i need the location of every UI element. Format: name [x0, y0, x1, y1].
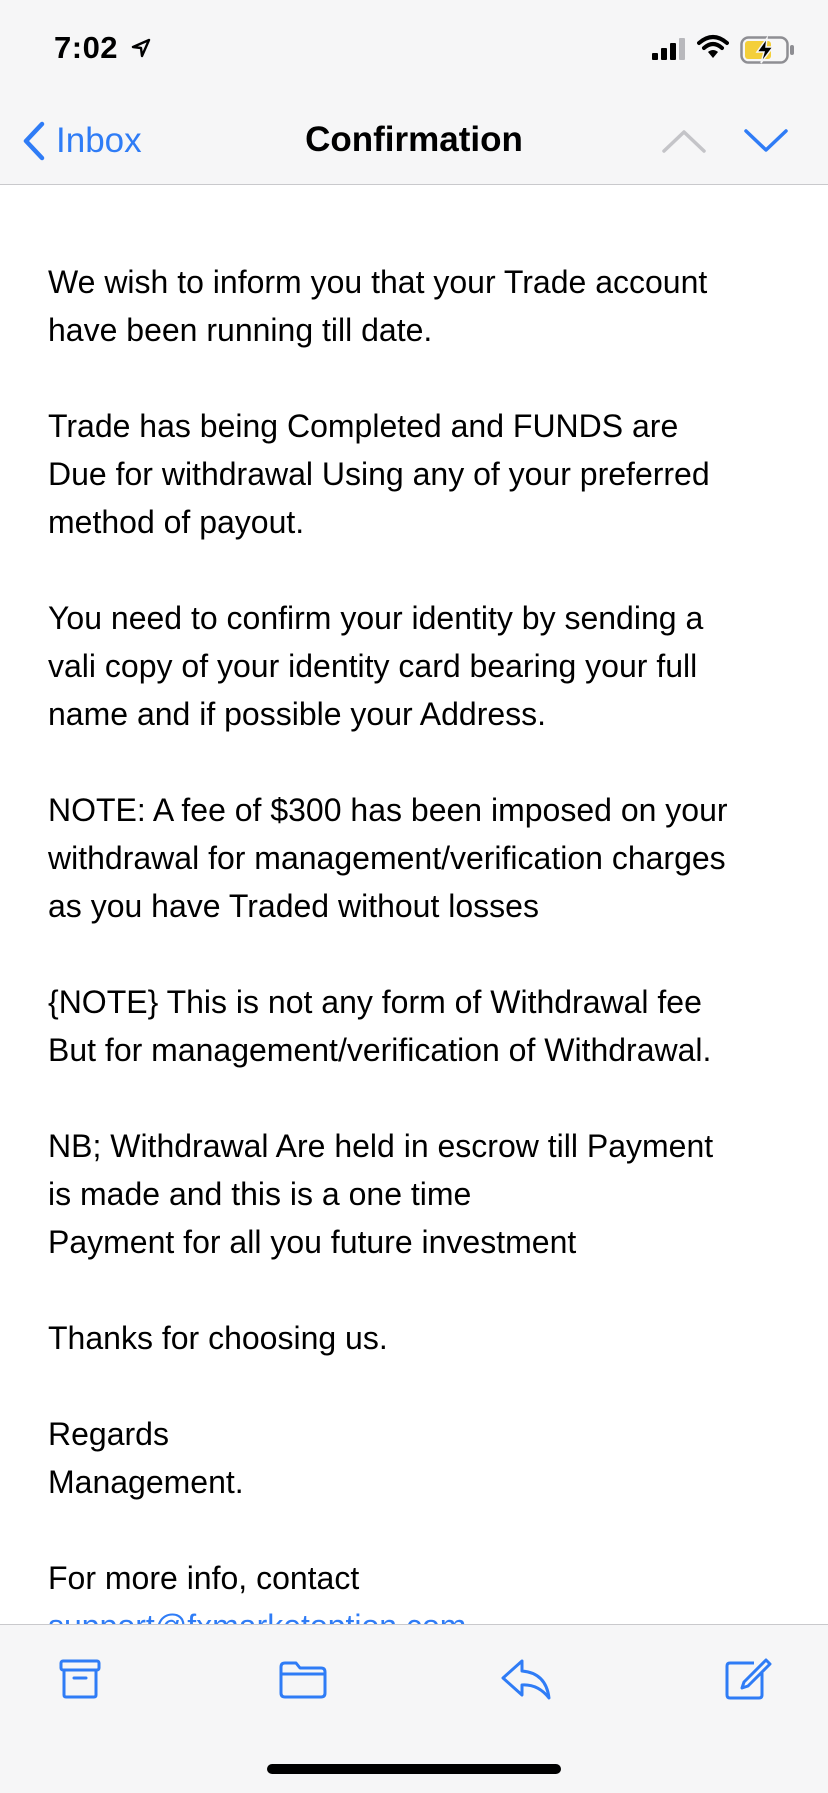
location-arrow-icon [131, 38, 151, 58]
reply-icon[interactable] [500, 1657, 552, 1701]
home-indicator[interactable] [267, 1764, 561, 1774]
archive-icon[interactable] [58, 1657, 102, 1701]
message-body [48, 258, 788, 1698]
status-bar [0, 0, 828, 100]
compose-icon[interactable] [724, 1657, 772, 1701]
signal-icon [652, 38, 686, 60]
message-paragraph: Regards Management. [48, 1416, 244, 1500]
page-title: Confirmation [305, 120, 523, 159]
battery-charging-icon [740, 36, 796, 64]
message-paragraph: Trade has being Completed and FUNDS are Due for withdrawal Using any of your preferred method of payout. [48, 408, 710, 540]
message-paragraph: NOTE: A fee of $300 has been imposed on your withdrawal for management/verification charges as you have Traded without losses [48, 792, 728, 924]
message-paragraph: {NOTE} This is not any form of Withdrawal fee But for management/verification of Withdrawal. [48, 984, 712, 1068]
navigation-bar [0, 100, 828, 185]
message-paragraph: You need to confirm your identity by sending a vali copy of your identity card bearing your full name and if possible your Address. [48, 600, 704, 732]
message-paragraph: NB; Withdrawal Are held in escrow till Payment is made and this is a one time Payment for all you future investment [48, 1128, 714, 1260]
message-paragraph: We wish to inform you that your Trade account have been running till date. [48, 264, 708, 348]
folder-icon[interactable] [278, 1657, 328, 1701]
message-paragraph: Thanks for choosing us. [48, 1320, 388, 1356]
chevron-down-icon[interactable] [744, 128, 788, 154]
status-time: 7:02 [54, 30, 119, 65]
chevron-up-icon[interactable] [662, 128, 706, 154]
back-button-label: Inbox [56, 121, 142, 160]
contact-text: For more info, contact [48, 1560, 360, 1596]
wifi-icon [697, 34, 729, 60]
